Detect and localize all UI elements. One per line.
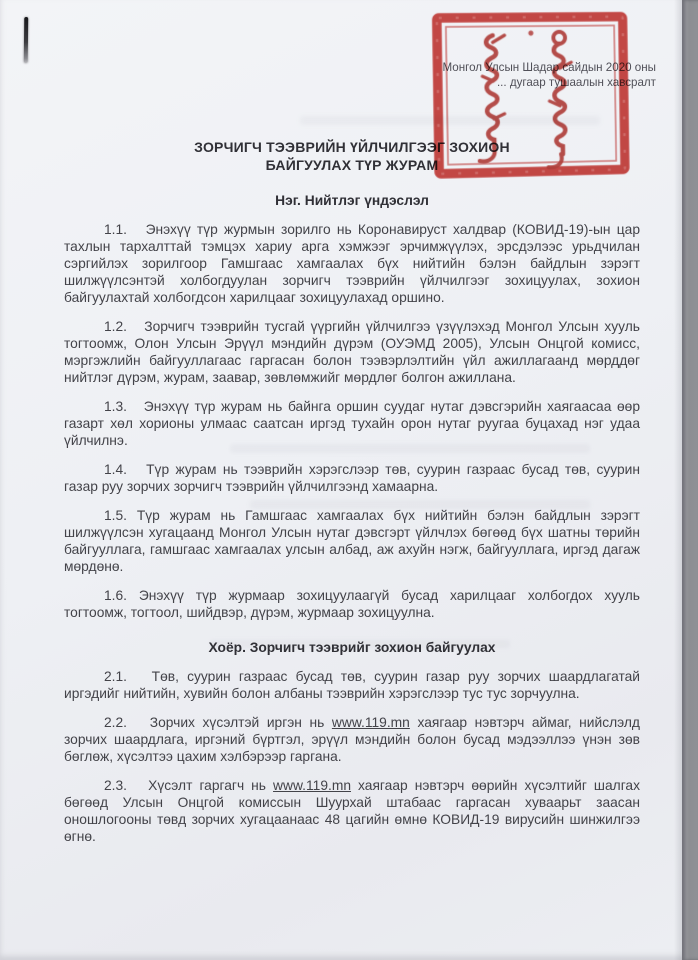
paragraph-2-2 (64, 714, 640, 765)
section-heading-2: Хоёр. Зорчигч тээврийг зохион байгуулах (208, 640, 496, 655)
paragraph-1-3: 1.3. Энэхүү түр журам нь байнга оршин суудаг нутаг дэвсгэрийн хаягаасаа өөр газарт хөл хорионы улмаас саатсан иргэд тухайн орон нутаг руугаа буцахад нэг удаа үйлчилнэ. (64, 399, 640, 448)
red-seal-graphic (431, 11, 631, 180)
paragraph-2-2-text-cont: хаягаар нэвтэрч аймаг, нийслэлд зорчих шаардлага, иргэний бүртгэл, эрүүл мэндийн болон бусад мэдээллээ үнэн зөв бөглөж, хүсэлтээ цахим хэлбэрээр гаргана. (64, 715, 640, 764)
paragraph-2-3 (64, 777, 640, 845)
paragraph-2-2-text: 2.2. Зорчих хүсэлтэй иргэн нь (104, 715, 332, 730)
red-ink-seal (431, 11, 631, 180)
section-heading-1: Нэг. Нийтлэг үндэслэл (275, 193, 429, 208)
paragraph-1-1: 1.1. Энэхүү түр журмын зорилго нь Коронавируст халдвар (КОВИД-19)-ын цар тахлын тархалттай тэмцэх хариу арга хэмжээг эрчимжүүлэх, эрсдэлээс урьдчилан сэргийлэх зорилгоор Гамшгаас хамгаалах бүх нийтийн бэлэн байдлын зэрэгт шилжүүлсэнтэй холбогдуулан зорчигч тээврийн үйлчилгээг зохицуулах, зохион байгуулахтай холбогдсон харилцааг зохицуулахад оршино. (64, 222, 640, 305)
staple-mark (24, 17, 28, 63)
mongolian-script-column-right (546, 32, 572, 168)
photo-background-edge (682, 0, 698, 960)
appendix-note-line2: ... дугаар тушаалын хавсралт (496, 76, 656, 89)
document-title-line2: БАЙГУУЛАХ ТҮР ЖУРАМ (265, 157, 439, 173)
paragraph-2-3-text-cont: хаягаар нэвтэрч өөрийн хүсэлтийг шалгах бөгөөд Улсын Онцгой комиссын Шуурхай штабаас гаргасан хуваарьт заасан оношлогооны төвд зорчих хугацаанаас 48 цагийн өмнө КОВИД-19 вирусийн шинжилгээ өгнө. (64, 778, 640, 844)
paragraph-1-5: 1.5. Түр журам нь Гамшгаас хамгаалах бүх нийтийн бэлэн байдлын зэрэгт шилжүүлсэн хугацаанд Монгол Улсын нутаг дэвсгэрт үйлчлэх бөгөөд бүх шатны төрийн байгууллага, гамшгаас хамгаалах улсын албад, аж ахуйн нэгж, байгууллага, иргэд дагаж мөрдөнө. (64, 508, 640, 574)
paragraph-2-1: 2.1. Төв, суурин газраас бусад төв, суурин газар руу зорчих шаардлагатай иргэдийг нийтийн, хувийн болон албаны тээврийн хэрэгслээр тус тус зорчуулна. (64, 669, 640, 701)
paragraph-1-6: 1.6. Энэхүү түр журмаар зохицуулаагүй бусад харилцааг холбогдох хууль тогтоомж, тогтоол, шийдвэр, дүрэм, журмаар зохицуулна. (64, 588, 640, 620)
paper-edge-shadow (674, 0, 682, 960)
paragraph-1-4: 1.4. Түр журам нь тээврийн хэрэгслээр төв, суурин газраас бусад төв, суурин газар руу зорчих зорчигч тээврийн үйлчилгээнд хамаарна. (64, 462, 640, 494)
mongolian-script-column-left (478, 35, 507, 161)
paragraph-2-3-text: 2.3. Хүсэлт гаргагч нь (104, 778, 274, 793)
document-title-line1: ЗОРЧИГЧ ТЭЭВРИЙН ҮЙЛЧИЛГЭЭГ ЗОХИОН (194, 139, 510, 155)
website-link-119mn: www.119.mn (273, 778, 351, 793)
appendix-note-line1: Монгол Улсын Шадар сайдын 2020 оны (442, 61, 656, 74)
website-link-119mn: www.119.mn (331, 715, 410, 730)
paragraph-1-2: 1.2. Зорчигч тээврийн тусгай үүргийн үйлчилгээ үзүүлэхэд Монгол Улсын хууль тогтоомж, Олон Улсын Эрүүл мэндийн дүрэм (ОУЭМД 2005), Улсын Онцгой комисс, мэргэжлийн байгууллагаас гаргасан болон тээвэрлэлтийн үйл ажиллагаанд мөрддөг нийтлэг дүрэм, журам, заавар, зөвлөмжийг мөрдлөг болгон ажиллана. (64, 319, 640, 385)
